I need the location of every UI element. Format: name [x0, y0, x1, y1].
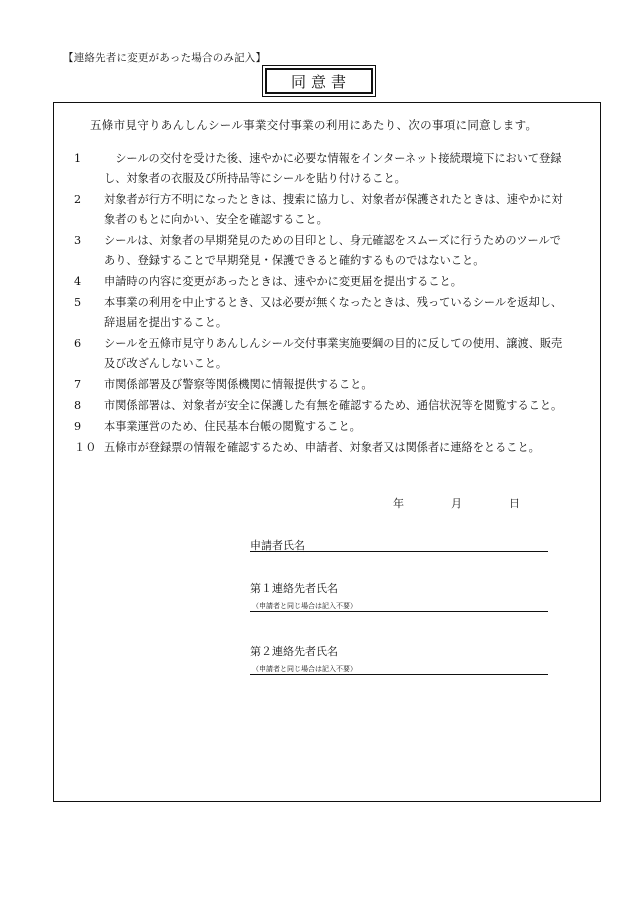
- consent-item: [74, 334, 584, 374]
- consent-item: [74, 190, 584, 230]
- item-text: 市関係部署及び警察等関係機関に情報提供すること。: [104, 378, 373, 391]
- consent-item: [74, 417, 584, 437]
- item-number: 7: [74, 378, 82, 391]
- item-number: 5: [74, 296, 82, 309]
- consent-item: [74, 293, 584, 333]
- consent-items: [74, 149, 584, 459]
- date-day-label: 日: [509, 497, 520, 510]
- applicant-name-field[interactable]: [250, 537, 548, 553]
- consent-item: [74, 396, 584, 416]
- item-number: 8: [74, 399, 82, 412]
- item-number: 6: [74, 337, 82, 350]
- intro-text: 五條市見守りあんしんシール事業交付事業の利用にあたり、次の事項に同意します。: [90, 118, 538, 132]
- item-number: 1: [74, 152, 82, 165]
- item-number: １０: [74, 441, 97, 454]
- contact2-note: （申請者と同じ場合は記入不要）: [252, 665, 357, 673]
- item-text: 市関係部署は、対象者が安全に保護した有無を確認するため、通信状況等を閲覧すること。: [104, 399, 563, 412]
- contact2-name-field[interactable]: [250, 643, 548, 673]
- applicant-name-label: 申請者氏名: [250, 539, 305, 552]
- title-box: [262, 65, 376, 97]
- consent-item: [74, 272, 584, 292]
- contact1-name-field[interactable]: [250, 580, 548, 610]
- item-text: シールを五條市見守りあんしんシール交付事業実施要綱の目的に反しての使用、譲渡、販売 及び改ざんしないこと。: [104, 337, 563, 370]
- item-text: 対象者が行方不明になったときは、捜索に協力し、対象者が保護されたときは、速やかに対 象者のもとに向かい、安全を確認すること。: [104, 193, 563, 226]
- update-note: 【連絡先者に変更があった場合のみ記入】: [63, 52, 267, 64]
- item-text: 本事業の利用を中止するとき、又は必要が無くなったときは、残っているシールを返却し、 辞退届を提出すること。: [104, 296, 563, 329]
- date-year-label: 年: [393, 497, 404, 510]
- consent-item: [74, 375, 584, 395]
- item-number: 4: [74, 275, 82, 288]
- document-title: 同意書: [265, 68, 373, 94]
- item-number: 3: [74, 234, 82, 247]
- signature-line: [250, 551, 548, 552]
- contact2-name-label: 第２連絡先者氏名: [250, 645, 338, 658]
- item-text: シールの交付を受けた後、速やかに必要な情報をインターネット接続環境下において登録 し、対象者の衣服及び所持品等にシールを貼り付けること。: [104, 152, 562, 185]
- consent-item: [74, 231, 584, 271]
- item-text: 本事業運営のため、住民基本台帳の閲覧すること。: [104, 420, 361, 433]
- item-text: シールは、対象者の早期発見のための目印とし、身元確認をスムーズに行うためのツールで あり、登録することで早期発見・保護できると確約するものではないこと。: [104, 234, 561, 267]
- contact1-name-label: 第１連絡先者氏名: [250, 582, 338, 595]
- consent-item: [74, 149, 584, 189]
- contact1-note: （申請者と同じ場合は記入不要）: [252, 602, 357, 610]
- signature-line: [250, 674, 548, 675]
- item-text: 申請時の内容に変更があったときは、速やかに変更届を提出すること。: [104, 275, 462, 288]
- signature-line: [250, 611, 548, 612]
- consent-item: [74, 438, 584, 458]
- date-month-label: 月: [451, 497, 462, 510]
- item-text: 五條市が登録票の情報を確認するため、申請者、対象者又は関係者に連絡をとること。: [104, 441, 540, 454]
- item-number: 2: [74, 193, 82, 206]
- item-number: 9: [74, 420, 82, 433]
